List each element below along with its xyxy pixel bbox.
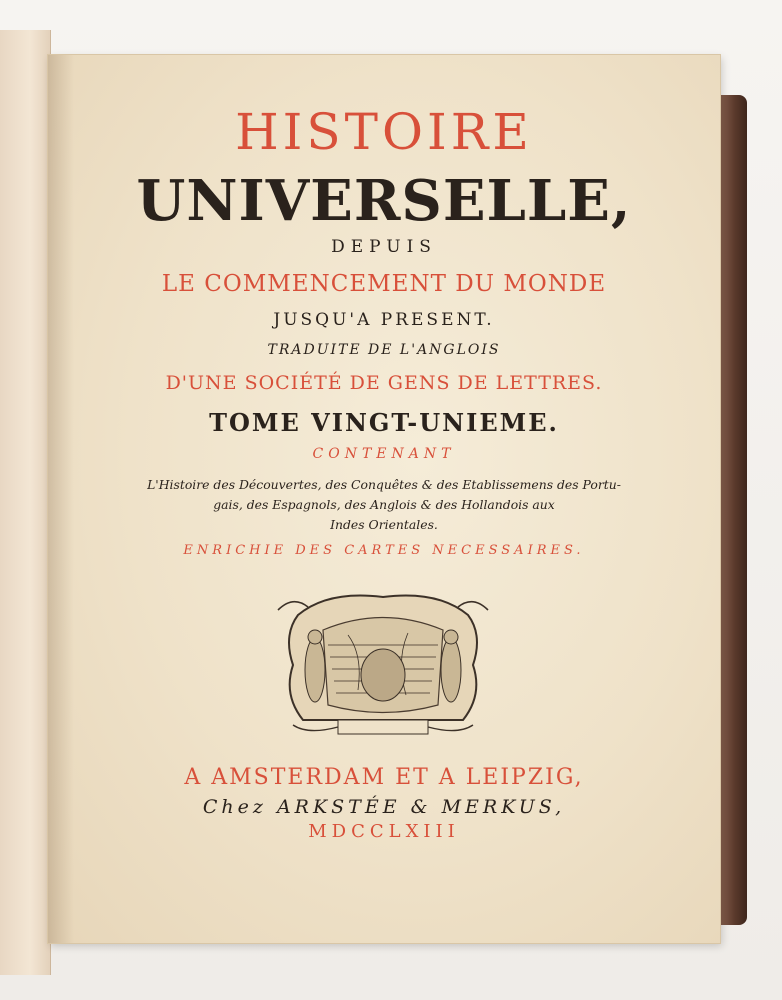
- title-line-2: UNIVERSELLE,: [136, 168, 632, 234]
- traduite-line: TRADUITE DE L'ANGLOIS: [267, 342, 501, 358]
- imprint-place: A AMSTERDAM ET A LEIPZIG,: [184, 765, 584, 790]
- contents-description: [112, 475, 656, 535]
- enrichie-line: ENRICHIE DES CARTES NECESSAIRES.: [183, 543, 585, 558]
- tome-line: TOME VINGT-UNIEME.: [209, 408, 559, 437]
- commencement-line: LE COMMENCEMENT DU MONDE: [161, 271, 607, 297]
- title-line-1: HISTOIRE: [235, 103, 533, 161]
- description-line-3: Indes Orientales.: [330, 517, 438, 532]
- jusqua-line: JUSQU'A PRESENT.: [273, 310, 495, 330]
- engraved-vignette: [268, 585, 498, 745]
- contenant-line: CONTENANT: [312, 446, 456, 462]
- imprint-year: MDCCLXIII: [308, 821, 460, 842]
- left-page-edge: [0, 30, 51, 975]
- societe-line: D'UNE SOCIÉTÉ DE GENS DE LETTRES.: [165, 372, 603, 394]
- imprint-publisher: Chez ARKSTÉE & MERKUS,: [202, 796, 566, 818]
- description-line-1: L'Histoire des Découvertes, des Conquêtes & des Etablissemens des Portu-: [147, 477, 621, 492]
- description-line-2: gais, des Espagnols, des Anglois & des Hollandois aux: [213, 497, 555, 512]
- depuis-line: DEPUIS: [331, 237, 437, 257]
